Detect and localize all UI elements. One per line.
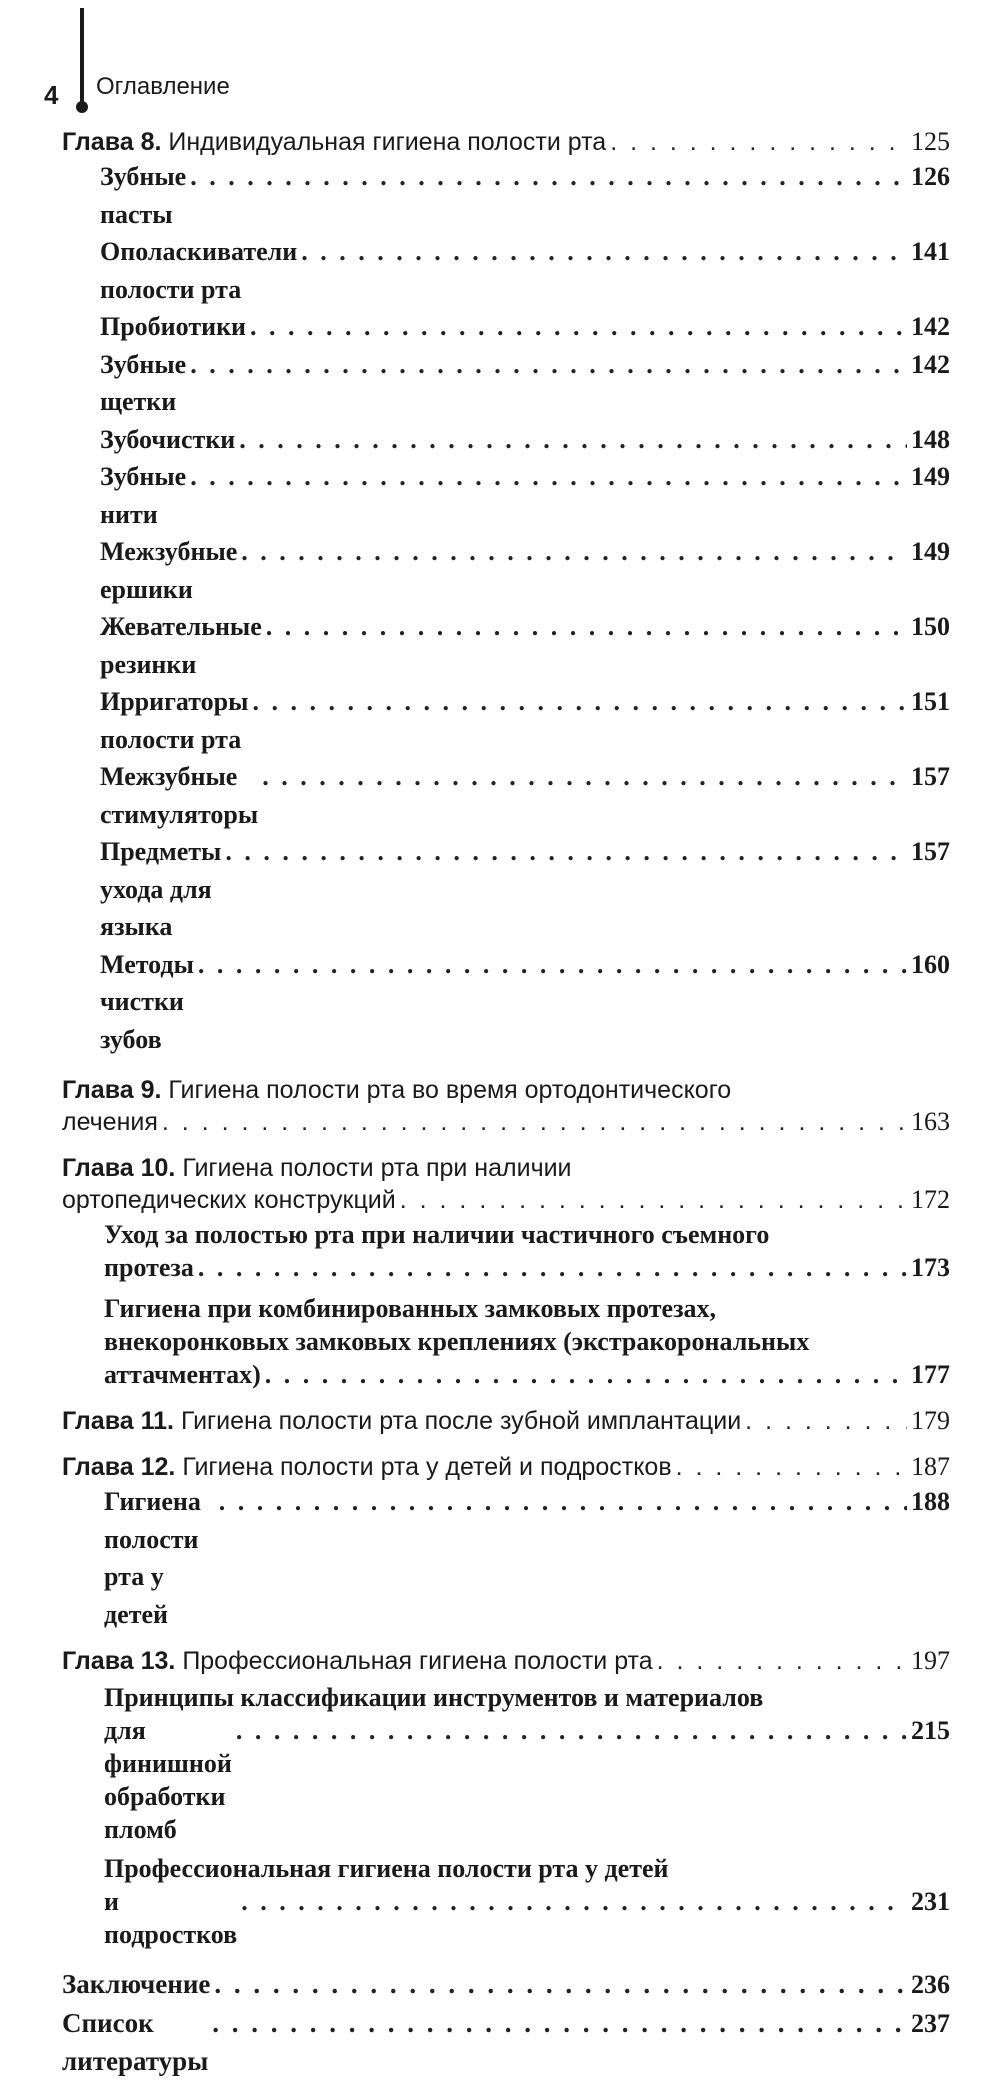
- chapter-title-line-2: ортопедических конструкций: [62, 1186, 396, 1214]
- section-title-line-3: аттачментах): [104, 1360, 261, 1389]
- dot-leader: [676, 1451, 907, 1483]
- page-ref: 142: [911, 349, 950, 379]
- section-title: Гигиена полости рта у детей: [104, 1487, 201, 1629]
- dot-leader: [301, 233, 907, 271]
- section-title: Зубные пасты: [100, 162, 187, 229]
- dot-leader: [262, 758, 907, 796]
- toc-section[interactable]: [62, 421, 950, 459]
- toc-section[interactable]: [62, 346, 950, 421]
- chapter-title-line-1: Гигиена полости рта во время ортодонтического: [168, 1076, 732, 1104]
- chapter-label: Глава 10.: [62, 1154, 176, 1182]
- page-ref: 151: [911, 687, 950, 716]
- dot-leader: [241, 533, 907, 571]
- running-head: Оглавление: [96, 73, 230, 100]
- dot-leader: [162, 1106, 907, 1138]
- section-title: Зубные щетки: [100, 349, 187, 416]
- toc-conclusion[interactable]: [62, 1965, 950, 2004]
- toc-section[interactable]: [62, 308, 950, 346]
- page-ref: 126: [911, 162, 950, 191]
- section-title: Межзубные стимуляторы: [100, 762, 259, 829]
- dot-leader: [239, 421, 907, 459]
- dot-leader: [225, 833, 907, 871]
- page-ref: 163: [911, 1107, 950, 1136]
- toc-references[interactable]: [62, 2004, 950, 2080]
- dot-leader: [400, 1184, 907, 1216]
- page-ref: 237: [911, 2009, 950, 2038]
- toc-section[interactable]: [62, 233, 950, 308]
- section-title-line-1: Принципы классификации инструментов и материалов: [104, 1683, 764, 1712]
- page-ref: 236: [911, 1970, 950, 1999]
- section-title-line-2: протеза: [104, 1253, 194, 1282]
- page-ref: 141: [911, 237, 950, 266]
- toc-chapter-10[interactable]: [62, 1152, 950, 1216]
- toc-chapter-12[interactable]: [62, 1451, 950, 1483]
- dot-leader: [212, 2004, 907, 2042]
- dot-leader: [198, 1251, 907, 1284]
- dot-leader: [190, 346, 907, 384]
- toc-section[interactable]: [62, 533, 950, 608]
- dot-leader: [266, 608, 907, 646]
- toc-section[interactable]: [62, 946, 950, 1059]
- toc-section[interactable]: [62, 683, 950, 758]
- table-of-contents: [62, 126, 950, 2080]
- page-ref: 231: [911, 1887, 950, 1916]
- page-ref: 157: [911, 837, 950, 866]
- dot-leader: [236, 1714, 907, 1747]
- dot-leader: [657, 1645, 907, 1677]
- chapter-title-line-1: Гигиена полости рта при наличии: [182, 1154, 572, 1182]
- page-ref: 150: [911, 612, 950, 641]
- toc-section[interactable]: [62, 833, 950, 946]
- page-ref: 215: [911, 1716, 950, 1745]
- page-ref: 172: [911, 1185, 950, 1214]
- page-ref: 125: [911, 127, 950, 156]
- chapter-label: Глава 13.: [62, 1647, 176, 1675]
- dot-leader: [252, 683, 907, 721]
- page-ref: 187: [911, 1452, 950, 1481]
- chapter-label: Глава 8.: [62, 128, 162, 156]
- toc-section[interactable]: [62, 1218, 950, 1284]
- toc-section[interactable]: [62, 758, 950, 833]
- section-title: Межзубные ершики: [100, 537, 238, 604]
- page-ref: 149: [911, 462, 950, 491]
- toc-chapter-11[interactable]: [62, 1405, 950, 1437]
- section-title-line-2: и подростков: [104, 1887, 238, 1949]
- page-ref: 179: [911, 1406, 950, 1435]
- chapter-title: Гигиена полости рта у детей и подростков: [182, 1453, 672, 1481]
- chapter-title: Профессиональная гигиена полости рта: [182, 1647, 653, 1675]
- toc-chapter-8[interactable]: [62, 126, 950, 158]
- dot-leader: [610, 126, 907, 158]
- page-ref: 142: [911, 312, 950, 341]
- toc-section[interactable]: [62, 1681, 950, 1846]
- page-ref: 148: [911, 424, 950, 454]
- chapter-label: Глава 12.: [62, 1453, 176, 1481]
- section-title: Жевательные резинки: [100, 612, 262, 679]
- section-title-line-1: Уход за полостью рта при наличии частичного съемного: [104, 1220, 770, 1249]
- page-ref: 160: [911, 949, 950, 979]
- toc-section[interactable]: [62, 1483, 950, 1633]
- chapter-title: Гигиена полости рта после зубной имплантации: [180, 1407, 742, 1435]
- toc-section[interactable]: [62, 158, 950, 233]
- page-ref: 149: [911, 537, 950, 566]
- section-title-line-1: Гигиена при комбинированных замковых протезах,: [104, 1294, 717, 1323]
- dot-leader: [745, 1405, 907, 1437]
- toc-section[interactable]: [62, 608, 950, 683]
- toc-chapter-9[interactable]: [62, 1074, 950, 1138]
- toc-chapter-13[interactable]: [62, 1645, 950, 1677]
- entry-title: Заключение: [62, 1969, 211, 1999]
- section-title-line-2: для финишной обработки пломб: [104, 1716, 232, 1844]
- section-title: Методы чистки зубов: [100, 949, 194, 1054]
- dot-leader: [198, 946, 907, 984]
- toc-section[interactable]: [62, 458, 950, 533]
- header-rule: [80, 8, 84, 108]
- section-title: Пробиотики: [100, 312, 247, 341]
- dot-leader: [190, 458, 907, 496]
- page-number: 4: [44, 80, 59, 110]
- section-title: Зубочистки: [100, 424, 236, 454]
- dot-leader: [250, 308, 907, 346]
- page-ref: 188: [911, 1487, 950, 1516]
- section-title: Предметы ухода для языка: [100, 837, 222, 941]
- chapter-label: Глава 9.: [62, 1076, 162, 1104]
- section-title: Ирригаторы полости рта: [100, 687, 249, 754]
- page-ref: 173: [911, 1253, 950, 1282]
- header-rule-dot: [76, 101, 88, 113]
- chapter-title-line-2: лечения: [62, 1108, 158, 1136]
- chapter-label: Глава 11.: [62, 1407, 174, 1435]
- dot-leader: [265, 1358, 907, 1391]
- page-ref: 177: [911, 1360, 950, 1389]
- dot-leader: [241, 1885, 907, 1918]
- page-ref: 157: [911, 762, 950, 791]
- page-ref: 197: [911, 1646, 950, 1675]
- section-title-line-1: Профессиональная гигиена полости рта у детей: [104, 1854, 669, 1883]
- dot-leader: [190, 158, 907, 196]
- dot-leader: [214, 1965, 907, 2003]
- section-title: Ополаскиватели полости рта: [100, 237, 298, 304]
- toc-section[interactable]: [62, 1852, 950, 1951]
- dot-leader: [219, 1483, 907, 1521]
- section-title-line-2: внекоронковых замковых креплениях (экстракорональных: [104, 1327, 810, 1356]
- entry-title: Список литературы: [62, 2008, 209, 2076]
- section-title: Зубные нити: [100, 462, 187, 529]
- toc-section[interactable]: [62, 1292, 950, 1391]
- chapter-title: Индивидуальная гигиена полости рта: [168, 128, 607, 156]
